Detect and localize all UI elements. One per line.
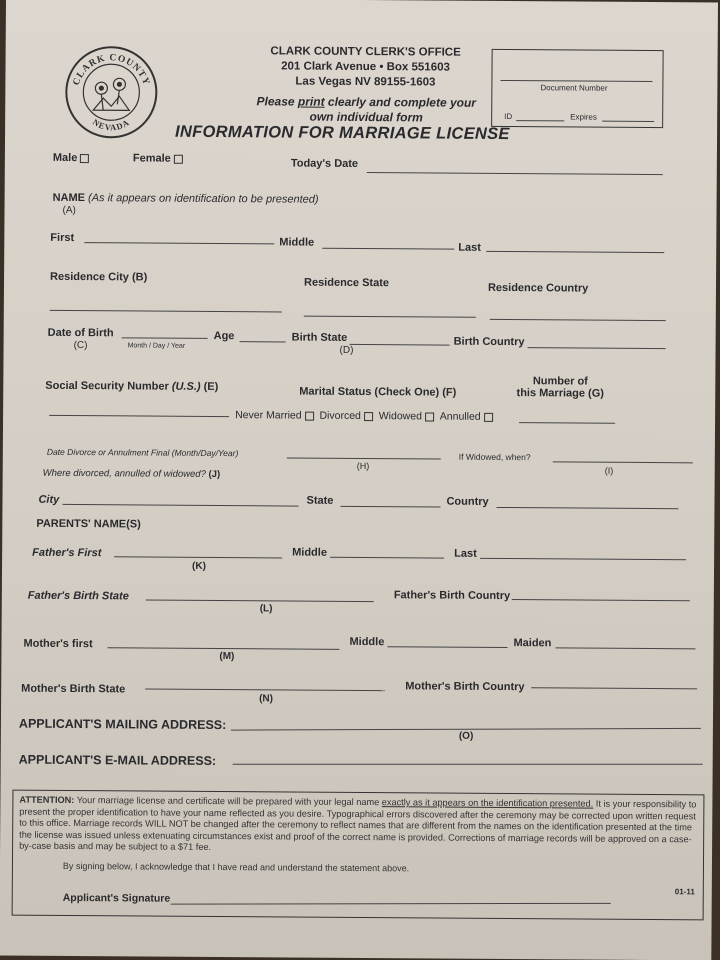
mothers-first-field[interactable] bbox=[107, 647, 339, 650]
female-label: Female bbox=[132, 152, 171, 165]
mailing-code: (O) bbox=[458, 730, 474, 742]
residence-city-field[interactable] bbox=[50, 310, 282, 313]
last-name-field[interactable] bbox=[486, 251, 664, 253]
fathers-last-field[interactable] bbox=[480, 558, 686, 560]
mothers-birth-country-field[interactable] bbox=[531, 687, 697, 689]
fathers-middle-field[interactable] bbox=[330, 557, 444, 559]
attention-text-2: It is your responsibility to present the proper identification to have your name reflected as you desire. Typographical errors discovered after the ceremony may be corrected upon written request to this office. Marriage records WILL NOT be changed after the ceremony to reflect names that are different from the names on the identification presented at the time the license was issued unless extenuating circumstances exist and proof of the correct name is provided. Corrections of marriage records will be approved on a case-by-case basis and may be subject to a $71 fee. bbox=[19, 798, 697, 853]
mothers-maiden-field[interactable] bbox=[555, 647, 695, 649]
birth-country-field[interactable] bbox=[528, 347, 666, 349]
seal-top-text: CLARK COUNTY bbox=[71, 53, 152, 88]
fathers-first-label: Father's First bbox=[32, 546, 102, 560]
name-label: NAME bbox=[52, 191, 86, 205]
widowed-code: (I) bbox=[604, 465, 614, 476]
age-field[interactable] bbox=[240, 341, 286, 342]
ssn-code: (E) bbox=[200, 380, 219, 394]
acknowledge-text: By signing below, I acknowledge that I have read and understand the statement above. bbox=[62, 860, 410, 874]
todays-date-field[interactable] bbox=[367, 172, 663, 175]
female-checkbox[interactable] bbox=[174, 154, 183, 163]
instruction-pre: Please bbox=[256, 94, 298, 109]
divorce-code: (H) bbox=[356, 460, 370, 472]
signature-field[interactable] bbox=[171, 903, 611, 905]
fathers-birth-state-code: (L) bbox=[259, 603, 273, 615]
ssn-prefix: Social Security Number bbox=[45, 379, 172, 393]
parents-heading: PARENTS' NAME(S) bbox=[36, 517, 141, 531]
widowed-checkbox[interactable] bbox=[425, 412, 434, 421]
first-name-field[interactable] bbox=[84, 242, 274, 244]
ssn-us: (U.S.) bbox=[171, 380, 201, 393]
marital-status-label: Marital Status (Check One) (F) bbox=[299, 385, 457, 399]
residence-country-label: Residence Country bbox=[487, 281, 589, 295]
mothers-code: (M) bbox=[219, 651, 235, 663]
mothers-birth-state-field[interactable] bbox=[145, 689, 385, 692]
attention-underlined: exactly as it appears on the identification presented. bbox=[381, 797, 594, 809]
office-use-box bbox=[491, 49, 664, 128]
state-field[interactable] bbox=[340, 506, 440, 508]
fathers-middle-label: Middle bbox=[292, 546, 328, 559]
birth-country-label: Birth Country bbox=[453, 335, 525, 349]
where-divorced-text: Where divorced, annulled of widowed? bbox=[42, 467, 209, 480]
mothers-first-label: Mother's first bbox=[23, 637, 93, 651]
fathers-last-label: Last bbox=[454, 547, 477, 560]
id-label: ID bbox=[504, 111, 513, 122]
age-label: Age bbox=[213, 329, 235, 343]
fathers-birth-state-field[interactable] bbox=[146, 600, 374, 603]
print-instruction bbox=[231, 94, 501, 110]
attention-text bbox=[19, 795, 699, 858]
mothers-middle-label: Middle bbox=[349, 635, 385, 649]
first-name-label: First bbox=[50, 231, 75, 244]
marital-options bbox=[235, 409, 493, 423]
male-checkbox[interactable] bbox=[80, 154, 89, 163]
name-code: (A) bbox=[62, 204, 76, 217]
residence-city-label: Residence City (B) bbox=[50, 270, 148, 284]
ssn-label bbox=[45, 380, 218, 393]
annulled-label: Annulled bbox=[439, 410, 481, 423]
city-label: City bbox=[38, 493, 60, 506]
number-of-marriage-label bbox=[505, 375, 615, 400]
fathers-birth-country-label: Father's Birth Country bbox=[393, 589, 511, 603]
annulled-checkbox[interactable] bbox=[484, 413, 493, 422]
widowed-label: Widowed bbox=[378, 410, 422, 423]
birth-state-field[interactable] bbox=[350, 344, 450, 346]
name-note: (As it appears on identification to be presented) bbox=[88, 192, 319, 206]
dob-code: (C) bbox=[73, 339, 88, 352]
county-seal bbox=[63, 44, 160, 141]
never-married-label: Never Married bbox=[235, 409, 302, 422]
office-address-2: Las Vegas NV 89155-1603 bbox=[295, 75, 436, 89]
number-of-marriage-field[interactable] bbox=[519, 422, 615, 424]
birth-state-code: (D) bbox=[339, 344, 354, 356]
divorced-checkbox[interactable] bbox=[364, 412, 373, 421]
form-code: 01-11 bbox=[674, 887, 695, 897]
country-label: Country bbox=[446, 495, 489, 508]
name-heading bbox=[53, 192, 319, 206]
signature-label: Applicant's Signature bbox=[62, 891, 171, 905]
date-of-birth-field[interactable] bbox=[122, 337, 208, 339]
if-widowed-field[interactable] bbox=[553, 461, 693, 463]
mothers-maiden-label: Maiden bbox=[513, 637, 552, 650]
number-of-marriage-l2: this Marriage (G) bbox=[516, 387, 605, 400]
dob-format-hint: Month / Day / Year bbox=[127, 342, 186, 350]
todays-date-label: Today's Date bbox=[290, 157, 359, 170]
mailing-address-label: APPLICANT'S MAILING ADDRESS: bbox=[18, 716, 227, 733]
mothers-birth-country-label: Mother's Birth Country bbox=[405, 680, 525, 694]
last-name-label: Last bbox=[458, 241, 481, 254]
middle-name-field[interactable] bbox=[322, 248, 454, 250]
where-code: (J) bbox=[208, 468, 221, 481]
office-name: CLARK COUNTY CLERK'S OFFICE bbox=[270, 45, 461, 59]
email-address-field[interactable] bbox=[233, 764, 703, 765]
instruction-line-2: own individual form bbox=[309, 109, 423, 125]
state-label: State bbox=[306, 494, 334, 507]
fathers-first-field[interactable] bbox=[114, 556, 282, 558]
email-address-label: APPLICANT'S E-MAIL ADDRESS: bbox=[18, 752, 217, 768]
fathers-birth-country-field[interactable] bbox=[512, 599, 690, 601]
never-married-checkbox[interactable] bbox=[305, 411, 314, 420]
instruction-emph: print bbox=[297, 94, 325, 109]
date-of-birth-label: Date of Birth bbox=[47, 326, 114, 340]
form-title: INFORMATION FOR MARRIAGE LICENSE bbox=[175, 122, 510, 144]
country-field[interactable] bbox=[496, 507, 678, 509]
attention-text-1: Your marriage license and certificate will be prepared with your legal name bbox=[74, 795, 382, 808]
residence-country-field[interactable] bbox=[490, 319, 666, 321]
residence-state-field[interactable] bbox=[304, 316, 476, 318]
birth-state-label: Birth State bbox=[291, 331, 348, 344]
divorced-label: Divorced bbox=[319, 409, 361, 423]
instruction-post: clearly and complete your bbox=[324, 94, 477, 110]
expires-label: Expires bbox=[570, 112, 597, 122]
document-number-label: Document Number bbox=[540, 83, 608, 93]
male-label: Male bbox=[52, 151, 78, 165]
fathers-code: (K) bbox=[192, 560, 206, 572]
where-divorced-label bbox=[43, 468, 221, 480]
seal-bottom-text: NEVADA bbox=[90, 116, 132, 133]
divorce-final-field[interactable] bbox=[287, 457, 441, 459]
mothers-middle-field[interactable] bbox=[387, 646, 507, 648]
city-field[interactable] bbox=[62, 504, 298, 507]
residence-state-label: Residence State bbox=[303, 276, 390, 290]
middle-name-label: Middle bbox=[279, 236, 315, 249]
svg-text:NEVADA bbox=[91, 117, 132, 133]
fathers-birth-state-label: Father's Birth State bbox=[27, 589, 129, 603]
attention-notice bbox=[12, 790, 705, 921]
number-of-marriage-l1: Number of bbox=[532, 375, 588, 388]
mothers-birth-state-label: Mother's Birth State bbox=[21, 682, 126, 696]
mothers-birth-state-code: (N) bbox=[259, 693, 274, 705]
ssn-field[interactable] bbox=[49, 415, 229, 417]
attention-label: ATTENTION: bbox=[19, 794, 75, 806]
male-checkbox-label bbox=[53, 152, 90, 164]
female-checkbox-label bbox=[133, 152, 183, 164]
divorce-final-label: Date Divorce or Annulment Final (Month/Day/Year) bbox=[46, 446, 239, 459]
office-address-1: 201 Clark Avenue • Box 551603 bbox=[281, 60, 450, 74]
if-widowed-label: If Widowed, when? bbox=[458, 451, 531, 463]
